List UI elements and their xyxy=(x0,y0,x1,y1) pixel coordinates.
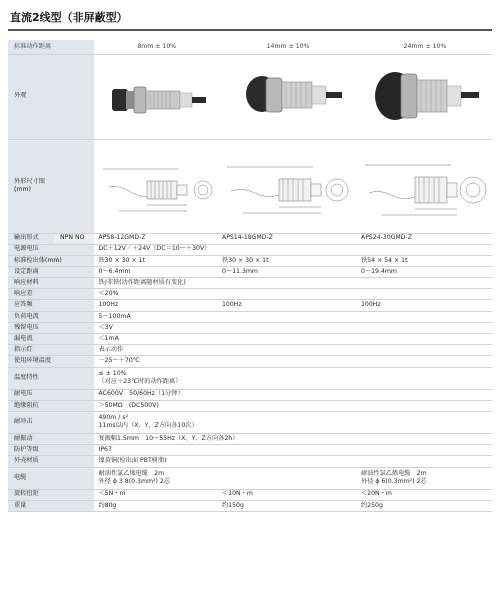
spec-value-line: ≤ ± 10% xyxy=(98,369,127,377)
spec-row-label: 漏电流 xyxy=(8,334,94,345)
spec-row-label: 旋转扭矩 xyxy=(8,489,94,500)
spec-value xyxy=(357,266,492,277)
spec-value xyxy=(357,500,492,511)
title-rule xyxy=(8,29,492,31)
spec-value xyxy=(94,456,492,467)
spec-value-line: ＞50MΩ (DC500V) xyxy=(98,401,159,409)
spec-row-label: 标准检出体(mm) xyxy=(8,255,94,266)
spec-value-line: 耐油性氯乙烯电缆 2m xyxy=(98,469,165,477)
spec-value xyxy=(94,367,492,389)
spec-row-label: 耐振动 xyxy=(8,433,94,444)
spec-value-line: 0～19.4mm xyxy=(361,267,397,275)
spec-row xyxy=(8,244,492,255)
spec-value xyxy=(94,266,218,277)
spec-value-line: IP67 xyxy=(98,446,112,454)
spec-value-line: 约80g xyxy=(98,501,117,509)
spec-row-label: 残留电压 xyxy=(8,322,94,333)
spec-value xyxy=(218,266,357,277)
spec-value-line: －25～＋70℃ xyxy=(98,357,140,365)
spec-value-line: ＜1mA xyxy=(98,334,119,342)
spec-row-label: 电缆 xyxy=(8,467,94,489)
spec-value xyxy=(94,411,492,433)
page-title: 直流2线型（非屏蔽型） xyxy=(10,11,128,24)
spec-value xyxy=(357,489,492,500)
sensor-photo-m12 xyxy=(94,54,218,139)
spec-row-label: 绝缘阻抗 xyxy=(8,400,94,411)
appearance-row xyxy=(8,54,492,139)
spec-row xyxy=(8,467,492,489)
header-row xyxy=(8,40,492,54)
spec-value xyxy=(94,389,492,400)
appearance-label: 外观 xyxy=(8,54,94,139)
spec-row xyxy=(8,445,492,456)
header-col-3: 24mm ± 10% xyxy=(357,40,492,54)
model-number-3: APS24-30GMD-Z xyxy=(357,233,492,244)
dimension-label-line-2: (mm) xyxy=(14,186,31,193)
spec-value xyxy=(94,334,492,345)
spec-row xyxy=(8,278,492,289)
spec-row-label: 电源电压 xyxy=(8,244,94,255)
spec-value-line: 约250g xyxy=(361,501,383,509)
spec-value-line: ＜5N・m xyxy=(98,490,126,498)
spec-value xyxy=(94,322,492,333)
spec-row-label: 使用环境温度 xyxy=(8,356,94,367)
spec-value-line: 铁/非铁(动作距离随材质有变化) xyxy=(98,278,186,286)
spec-value-line: 100Hz xyxy=(98,301,119,309)
spec-value xyxy=(94,345,492,356)
dimension-drawing-m18 xyxy=(218,139,357,233)
spec-value-line: 0～6.4mm xyxy=(98,267,131,275)
spec-row xyxy=(8,389,492,400)
spec-value xyxy=(94,311,492,322)
spec-row xyxy=(8,255,492,266)
header-col-2: 14mm ± 10% xyxy=(218,40,357,54)
spec-value xyxy=(94,300,218,311)
spec-row xyxy=(8,266,492,277)
spec-value-line: 5～100mA xyxy=(98,312,131,320)
spec-value xyxy=(94,356,492,367)
spec-row xyxy=(8,367,492,389)
spec-value xyxy=(94,500,218,511)
spec-value xyxy=(94,278,492,289)
spec-value-line: 外径 ϕ 6(0.3mm²) 2芯 xyxy=(361,478,427,485)
spec-row xyxy=(8,300,492,311)
dimension-drawing-m12 xyxy=(94,139,218,233)
spec-value-line: 表示动作 xyxy=(98,346,124,354)
spec-value-line: 铁30 × 30 × 1t xyxy=(222,256,269,264)
spec-value xyxy=(218,467,357,489)
header-col-1: 8mm ± 10% xyxy=(94,40,218,54)
spec-value-line: ＜10N・m xyxy=(222,490,253,498)
spec-value xyxy=(357,255,492,266)
spec-value-line: （对应＋23℃时的动作距离） xyxy=(98,378,182,386)
spec-value-line: 铁30 × 30 × 1t xyxy=(98,256,146,264)
spec-value-line: AC600V 50/60Hz（1分钟） xyxy=(98,390,184,398)
sensor-photo-m18 xyxy=(218,54,357,139)
spec-row-label: 响应差 xyxy=(8,289,94,300)
spec-row xyxy=(8,500,492,511)
spec-value-line: 0～11.3mm xyxy=(222,267,258,275)
spec-value xyxy=(94,289,492,300)
spec-row xyxy=(8,289,492,300)
output-row xyxy=(8,233,492,244)
spec-value xyxy=(94,400,492,411)
spec-value xyxy=(357,300,492,311)
dimension-label-line-1: 外形尺寸图 xyxy=(14,177,45,185)
spec-value xyxy=(218,489,357,500)
spec-value-line: 490m / s² xyxy=(98,414,129,422)
spec-value-line: ＜20% xyxy=(98,290,119,298)
spec-row xyxy=(8,322,492,333)
spec-row xyxy=(8,456,492,467)
spec-row xyxy=(8,356,492,367)
spec-row xyxy=(8,411,492,433)
spec-row-label: 重量 xyxy=(8,500,94,511)
spec-value-line: 镍黄铜(检出面 PBT树脂) xyxy=(98,457,167,465)
spec-row-label: 负荷电流 xyxy=(8,311,94,322)
spec-value xyxy=(94,489,218,500)
spec-value xyxy=(357,467,492,489)
spec-row-label: 耐电压 xyxy=(8,389,94,400)
spec-row xyxy=(8,433,492,444)
spec-row-label: 防护等级 xyxy=(8,445,94,456)
spec-value-line: 约150g xyxy=(222,501,244,509)
spec-value-line: 复振幅1.5mm 10～55Hz（X、Y、Z方向各2h） xyxy=(98,434,239,442)
spec-value xyxy=(94,255,218,266)
dimension-row xyxy=(8,139,492,233)
spec-row-label: 响应材料 xyxy=(8,278,94,289)
spec-value-line: ＜3V xyxy=(98,323,113,331)
spec-row xyxy=(8,345,492,356)
spec-value-line: DC＋12V／＋24V（DC＝10～＋30V） xyxy=(98,245,211,253)
spec-row xyxy=(8,334,492,345)
dimension-drawing-m30 xyxy=(357,139,492,233)
spec-value xyxy=(94,244,492,255)
spec-value-line: 外径 ϕ 3.8(0.3mm²) 2芯 xyxy=(98,478,171,485)
spec-value-line: ＜20N・m xyxy=(361,490,392,498)
model-number-1: APS8-12GMD-Z xyxy=(94,233,218,244)
header-label: 标准动作距离 xyxy=(8,40,94,54)
spec-row-label: 耐冲击 xyxy=(8,411,94,433)
spec-value xyxy=(94,445,492,456)
spec-value-line: 100Hz xyxy=(361,301,381,309)
dimension-label xyxy=(8,139,94,233)
spec-row-label: 温度特性 xyxy=(8,367,94,389)
model-number-2: APS14-18GMD-Z xyxy=(218,233,357,244)
spec-value-line: 耐油性氯乙烯电缆 2m xyxy=(361,469,427,477)
spec-row-label: 应答频 xyxy=(8,300,94,311)
spec-value xyxy=(218,300,357,311)
spec-value-line: 100Hz xyxy=(222,301,242,309)
output-type-label: NPN NO xyxy=(54,234,94,242)
spec-value xyxy=(94,467,218,489)
spec-value-line: 铁54 × 54 × 1t xyxy=(361,256,408,264)
spec-row xyxy=(8,311,492,322)
output-form-label: 输出形式 xyxy=(14,234,39,242)
spec-value xyxy=(94,433,492,444)
spec-row-label: 设定距离 xyxy=(8,266,94,277)
output-label xyxy=(8,233,94,244)
spec-row xyxy=(8,489,492,500)
spec-row xyxy=(8,400,492,411)
spec-row-label: 外壳材质 xyxy=(8,456,94,467)
spec-value xyxy=(218,255,357,266)
spec-value xyxy=(218,500,357,511)
spec-table xyxy=(8,40,492,512)
sensor-photo-m30 xyxy=(357,54,492,139)
spec-row-label: 指示灯 xyxy=(8,345,94,356)
spec-value-line: 11ms以内（X、Y、Z方向各10次） xyxy=(98,422,198,430)
